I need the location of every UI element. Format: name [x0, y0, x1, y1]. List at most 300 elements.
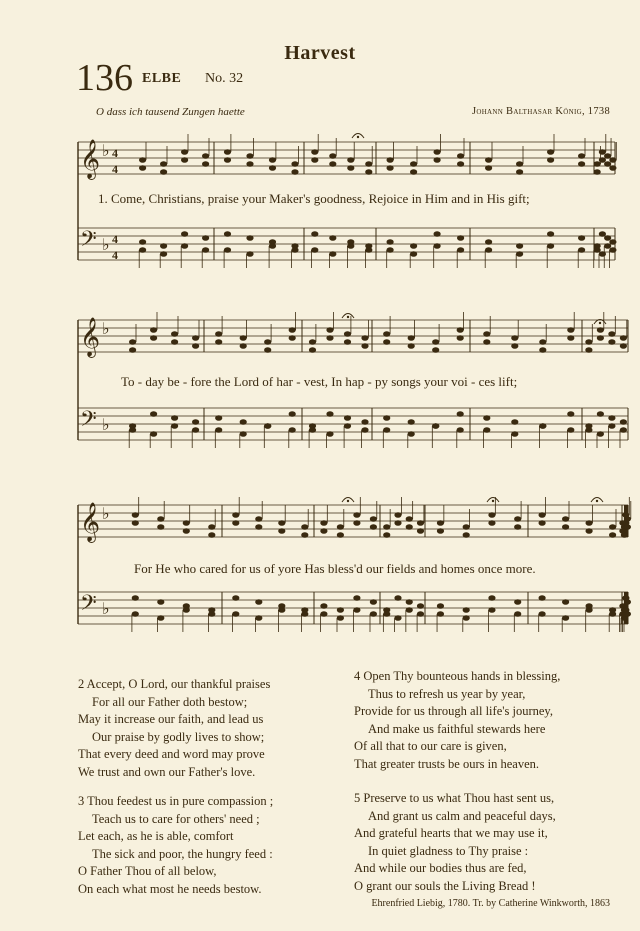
verse-line: The sick and poor, the hungry feed :	[92, 846, 273, 861]
note-head	[132, 520, 139, 526]
note-head	[353, 595, 360, 601]
note-head	[301, 532, 308, 538]
note-head	[585, 347, 592, 353]
note-head	[150, 327, 157, 333]
note-head	[599, 149, 606, 155]
note-head	[511, 343, 518, 349]
verse-line: O Father Thou of all below,	[78, 864, 217, 879]
note-head	[457, 427, 464, 433]
note-head	[246, 235, 253, 241]
verse-4	[354, 668, 560, 774]
note-head	[383, 427, 390, 433]
note-head	[567, 335, 574, 341]
note-head	[608, 415, 615, 421]
note-head	[485, 247, 492, 253]
verse-line: 5 Preserve to us what Thou hast sent us,	[354, 791, 555, 805]
note-head	[609, 157, 616, 163]
note-head	[132, 512, 139, 518]
note-head	[232, 520, 239, 526]
note-head	[202, 153, 209, 159]
note-head	[326, 431, 333, 437]
flat-sign: ♭	[102, 506, 110, 523]
note-head	[624, 599, 631, 605]
verse-line: O grant our souls the Living Bread !	[354, 878, 536, 893]
note-head	[604, 161, 611, 167]
note-head	[181, 231, 188, 237]
note-head	[183, 607, 190, 613]
fermata-dot	[599, 322, 601, 324]
note-head	[291, 161, 298, 167]
note-head	[434, 243, 441, 249]
note-head	[269, 243, 276, 249]
note-head	[365, 161, 372, 167]
note-head	[329, 161, 336, 167]
note-head	[432, 347, 439, 353]
note-head	[432, 423, 439, 429]
note-head	[437, 528, 444, 534]
flat-sign: ♭	[102, 601, 110, 618]
note-head	[585, 339, 592, 345]
note-head	[171, 423, 178, 429]
time-signature-top: 4	[112, 232, 118, 246]
note-head	[326, 335, 333, 341]
verse-3	[78, 793, 273, 899]
verse-line: Teach us to care for others' need ;	[92, 811, 260, 826]
note-head	[181, 149, 188, 155]
note-head	[347, 165, 354, 171]
note-head	[514, 599, 521, 605]
note-head	[539, 423, 546, 429]
note-head	[337, 615, 344, 621]
note-head	[255, 599, 262, 605]
verse-line: In quiet gladness to Thy praise :	[368, 843, 529, 858]
note-head	[437, 603, 444, 609]
note-head	[129, 427, 136, 433]
note-head	[383, 339, 390, 345]
note-head	[597, 335, 604, 341]
note-head	[608, 339, 615, 345]
note-head	[511, 431, 518, 437]
note-head	[150, 431, 157, 437]
note-head	[344, 415, 351, 421]
note-head	[246, 161, 253, 167]
note-head	[160, 243, 167, 249]
verse-line: And grant us calm and peaceful days,	[368, 808, 556, 823]
note-head	[208, 532, 215, 538]
note-head	[539, 347, 546, 353]
note-head	[183, 520, 190, 526]
note-head	[139, 165, 146, 171]
note-head	[320, 603, 327, 609]
note-head	[621, 532, 628, 538]
note-head	[620, 343, 627, 349]
note-head	[609, 524, 616, 530]
note-head	[171, 415, 178, 421]
note-head	[240, 419, 247, 425]
note-head	[578, 235, 585, 241]
note-head	[434, 149, 441, 155]
note-head	[255, 615, 262, 621]
verse-line: Our praise by godly lives to show;	[92, 729, 265, 744]
note-head	[417, 520, 424, 526]
note-head	[594, 169, 601, 175]
note-head	[192, 343, 199, 349]
note-head	[547, 157, 554, 163]
note-head	[309, 339, 316, 345]
note-head	[344, 423, 351, 429]
note-head	[326, 327, 333, 333]
note-head	[224, 247, 231, 253]
note-head	[457, 327, 464, 333]
verse-line: That greater trusts be ours in heaven.	[354, 756, 540, 771]
note-head	[585, 427, 592, 433]
flat-sign: ♭	[102, 417, 110, 434]
treble-clef-icon: 𝄞	[80, 139, 101, 179]
note-head	[320, 520, 327, 526]
note-head	[562, 524, 569, 530]
verse-line: 2 Accept, O Lord, our thankful praises	[78, 677, 271, 691]
note-head	[567, 427, 574, 433]
note-head	[291, 247, 298, 253]
verse-line: And grateful hearts that we may use it,	[354, 826, 548, 841]
verse-line: Thus to refresh us year by year,	[368, 686, 526, 701]
note-head	[329, 251, 336, 257]
hymn-section-title: Harvest	[284, 42, 356, 64]
verse-line: Let each, as he is able, comfort	[78, 829, 234, 844]
note-head	[457, 161, 464, 167]
verse-line: May it increase our faith, and lead us	[78, 712, 264, 727]
note-head	[516, 161, 523, 167]
note-head	[160, 169, 167, 175]
note-head	[408, 431, 415, 437]
note-head	[457, 335, 464, 341]
note-head	[337, 532, 344, 538]
flat-sign: ♭	[102, 237, 110, 254]
note-head	[410, 251, 417, 257]
note-head	[337, 607, 344, 613]
fermata-dot	[357, 136, 359, 138]
note-head	[208, 611, 215, 617]
note-head	[417, 611, 424, 617]
note-head	[586, 607, 593, 613]
note-head	[347, 157, 354, 163]
note-head	[232, 611, 239, 617]
note-head	[410, 161, 417, 167]
note-head	[483, 331, 490, 337]
text-credits: Ehrenfried Liebig, 1780. Tr. by Catherine Winkworth, 1863	[371, 898, 610, 909]
note-head	[129, 347, 136, 353]
note-head	[394, 595, 401, 601]
note-head	[353, 607, 360, 613]
note-head	[410, 243, 417, 249]
note-head	[488, 512, 495, 518]
note-head	[406, 607, 413, 613]
treble-clef-icon: 𝄞	[80, 317, 101, 357]
note-head	[183, 528, 190, 534]
note-head	[578, 153, 585, 159]
note-head	[150, 411, 157, 417]
note-head	[432, 339, 439, 345]
note-head	[361, 419, 368, 425]
tune-number: No. 32	[205, 71, 244, 86]
note-head	[599, 231, 606, 237]
note-head	[246, 251, 253, 257]
note-head	[264, 347, 271, 353]
note-head	[578, 247, 585, 253]
note-head	[457, 411, 464, 417]
note-head	[609, 239, 616, 245]
bass-clef-icon: 𝄢	[80, 227, 97, 257]
note-head	[139, 247, 146, 253]
verse-line: For all our Father doth bestow;	[92, 694, 248, 709]
treble-clef-icon: 𝄞	[80, 502, 101, 542]
lyric-line-3: For He who cared for us of yore Has bless'd our fields and homes once more.	[134, 561, 536, 576]
note-head	[483, 339, 490, 345]
note-head	[264, 339, 271, 345]
note-head	[311, 157, 318, 163]
note-head	[353, 520, 360, 526]
note-head	[311, 231, 318, 237]
note-head	[215, 331, 222, 337]
note-head	[567, 411, 574, 417]
note-head	[160, 161, 167, 167]
note-head	[202, 235, 209, 241]
note-head	[539, 339, 546, 345]
note-head	[516, 243, 523, 249]
note-head	[320, 611, 327, 617]
note-head	[457, 153, 464, 159]
time-signature-top: 4	[112, 146, 118, 160]
note-head	[483, 427, 490, 433]
note-head	[157, 516, 164, 522]
note-head	[215, 427, 222, 433]
note-head	[171, 339, 178, 345]
note-head	[301, 524, 308, 530]
note-head	[132, 595, 139, 601]
verse-line: Of all that to our care is given,	[354, 739, 507, 754]
note-head	[157, 615, 164, 621]
note-head	[181, 157, 188, 163]
note-head	[240, 335, 247, 341]
fermata-dot	[347, 316, 349, 318]
note-head	[406, 599, 413, 605]
note-head	[224, 231, 231, 237]
verse-line: And make us faithful stewards here	[368, 721, 546, 736]
note-head	[604, 235, 611, 241]
note-head	[608, 423, 615, 429]
note-head	[604, 153, 611, 159]
note-head	[516, 251, 523, 257]
note-head	[202, 247, 209, 253]
note-head	[547, 243, 554, 249]
note-head	[562, 599, 569, 605]
flat-sign: ♭	[102, 143, 110, 160]
note-head	[353, 512, 360, 518]
note-head	[240, 431, 247, 437]
verse-line: That every deed and word may prove	[78, 747, 265, 762]
note-head	[387, 165, 394, 171]
note-head	[511, 419, 518, 425]
note-head	[383, 532, 390, 538]
note-head	[597, 327, 604, 333]
note-head	[215, 339, 222, 345]
note-head	[394, 615, 401, 621]
note-head	[383, 331, 390, 337]
note-head	[408, 419, 415, 425]
note-head	[604, 243, 611, 249]
note-head	[361, 427, 368, 433]
note-head	[562, 516, 569, 522]
verse-line: 4 Open Thy bounteous hands in blessing,	[354, 669, 561, 683]
note-head	[624, 516, 631, 522]
note-head	[586, 520, 593, 526]
note-head	[383, 611, 390, 617]
note-head	[457, 235, 464, 241]
note-head	[329, 153, 336, 159]
note-head	[620, 335, 627, 341]
note-head	[311, 247, 318, 253]
verse-line: Provide for us through all life's journey,	[354, 704, 553, 719]
hymn-number: 136	[76, 57, 133, 99]
note-head	[289, 335, 296, 341]
note-head	[437, 611, 444, 617]
note-head	[192, 335, 199, 341]
note-head	[483, 415, 490, 421]
note-head	[485, 165, 492, 171]
note-head	[488, 607, 495, 613]
note-head	[320, 528, 327, 534]
note-head	[129, 339, 136, 345]
note-head	[406, 516, 413, 522]
note-head	[269, 165, 276, 171]
note-head	[365, 247, 372, 253]
note-head	[539, 611, 546, 617]
note-head	[139, 239, 146, 245]
note-head	[232, 595, 239, 601]
note-head	[337, 524, 344, 530]
note-head	[278, 520, 285, 526]
note-head	[609, 165, 616, 171]
note-head	[370, 516, 377, 522]
note-head	[562, 615, 569, 621]
note-head	[516, 169, 523, 175]
note-head	[150, 335, 157, 341]
note-head	[410, 169, 417, 175]
note-head	[361, 343, 368, 349]
note-head	[624, 611, 631, 617]
note-head	[370, 599, 377, 605]
note-head	[387, 239, 394, 245]
note-head	[365, 169, 372, 175]
flat-sign: ♭	[102, 321, 110, 338]
note-head	[255, 524, 262, 530]
note-head	[514, 524, 521, 530]
note-head	[408, 343, 415, 349]
note-head	[394, 512, 401, 518]
note-head	[383, 524, 390, 530]
note-head	[539, 512, 546, 518]
note-head	[609, 611, 616, 617]
note-head	[578, 161, 585, 167]
note-head	[485, 239, 492, 245]
verse-line: We trust and own our Father's love.	[78, 764, 256, 779]
note-head	[463, 615, 470, 621]
tune-name: ELBE	[142, 71, 182, 86]
note-head	[387, 247, 394, 253]
note-head	[160, 251, 167, 257]
fermata-dot	[596, 500, 598, 502]
note-head	[309, 347, 316, 353]
note-head	[326, 411, 333, 417]
note-head	[224, 157, 231, 163]
note-head	[547, 231, 554, 237]
note-head	[597, 411, 604, 417]
note-head	[511, 335, 518, 341]
note-head	[514, 516, 521, 522]
note-head	[463, 532, 470, 538]
note-head	[347, 243, 354, 249]
time-signature-bottom: 4	[112, 248, 118, 262]
note-head	[408, 335, 415, 341]
note-head	[594, 247, 601, 253]
note-head	[383, 415, 390, 421]
verse-line: 3 Thou feedest us in pure compassion ;	[78, 794, 274, 808]
note-head	[597, 431, 604, 437]
note-head	[311, 149, 318, 155]
note-head	[609, 247, 616, 253]
note-head	[289, 411, 296, 417]
composer-credit: Johann Balthasar König, 1738	[471, 106, 610, 117]
verse-5	[354, 790, 556, 896]
note-head	[344, 339, 351, 345]
original-title: O dass ich tausend Zungen haette	[96, 106, 245, 118]
note-head	[344, 331, 351, 337]
note-head	[215, 415, 222, 421]
note-head	[264, 423, 271, 429]
verse-line: On each what most he needs bestow.	[78, 881, 262, 896]
note-head	[417, 603, 424, 609]
bass-clef-icon: 𝄢	[80, 591, 97, 621]
bass-clef-icon: 𝄢	[80, 407, 97, 437]
note-head	[539, 595, 546, 601]
note-head	[329, 235, 336, 241]
note-head	[594, 161, 601, 167]
note-head	[586, 528, 593, 534]
note-head	[192, 427, 199, 433]
note-head	[620, 419, 627, 425]
time-signature-bottom: 4	[112, 162, 118, 176]
lyric-line-2: To - day be - fore the Lord of har - vest, In hap - py songs your voi - ces lift;	[121, 374, 518, 389]
note-head	[406, 524, 413, 530]
note-head	[278, 528, 285, 534]
note-head	[289, 327, 296, 333]
note-head	[269, 157, 276, 163]
note-head	[132, 611, 139, 617]
note-head	[488, 595, 495, 601]
fermata-dot	[492, 500, 494, 502]
note-head	[202, 161, 209, 167]
note-head	[599, 251, 606, 257]
note-head	[608, 331, 615, 337]
note-head	[291, 169, 298, 175]
note-head	[599, 157, 606, 163]
note-head	[361, 335, 368, 341]
note-head	[181, 243, 188, 249]
note-head	[157, 599, 164, 605]
note-head	[485, 157, 492, 163]
note-head	[157, 524, 164, 530]
note-head	[224, 149, 231, 155]
